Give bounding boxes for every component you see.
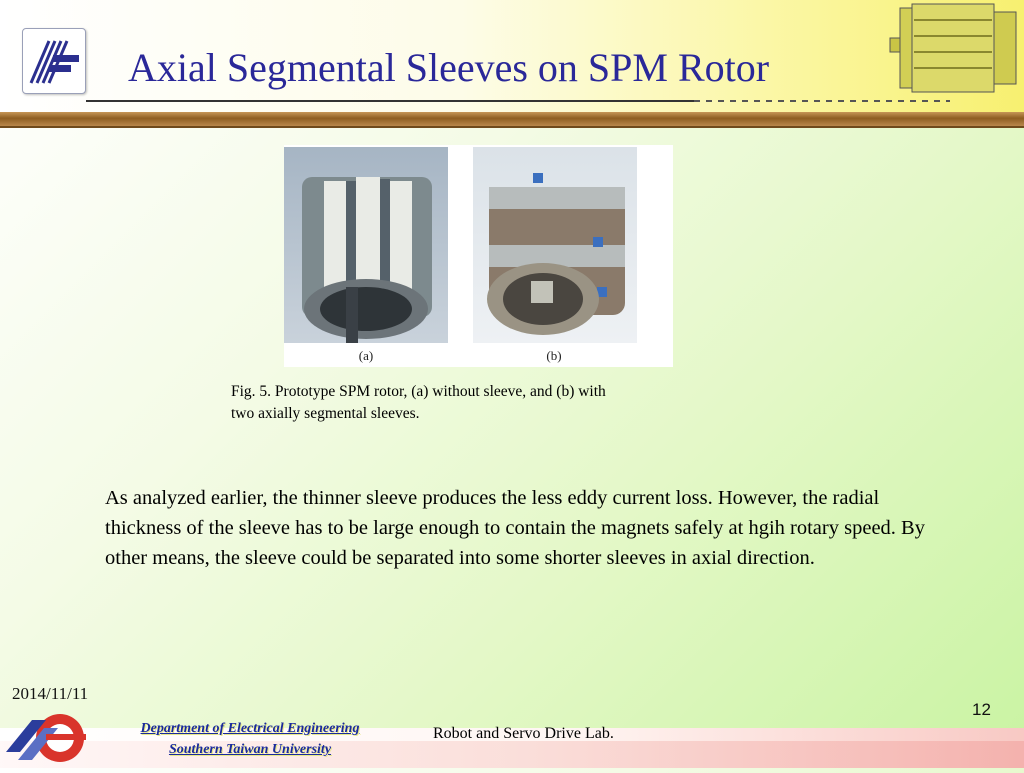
university-name: Southern Taiwan University	[168, 742, 332, 757]
header-divider-line	[0, 126, 1024, 128]
page-number: 12	[972, 700, 991, 719]
panel-a-label: (a)	[358, 348, 374, 363]
lab-name: Robot and Servo Drive Lab.	[433, 725, 614, 742]
header-divider-bar	[0, 112, 1024, 126]
rotor-figure	[284, 145, 673, 367]
rotor-photo-without-sleeve	[284, 147, 448, 343]
body-paragraph: As analyzed earlier, the thinner sleeve produces the less eddy current loss. However, the radial thickness of the sleeve has to be large enough to contain the magnets safely at hgih rotary speed. By other means, the sleeve could be separated into some shorter sleeves in axial direction.	[105, 487, 925, 569]
rotor-photo-with-sleeves	[473, 147, 637, 343]
department-logo-icon	[2, 712, 92, 768]
title-underline-dashed	[694, 100, 950, 102]
figure-caption-line-1: Fig. 5. Prototype SPM rotor, (a) without sleeve, and (b) with	[231, 383, 606, 400]
figure-caption	[231, 381, 731, 425]
slide-date: 2014/11/11	[12, 684, 89, 703]
title-underline	[86, 100, 694, 102]
page-title: Axial Segmental Sleeves on SPM Rotor	[128, 45, 770, 90]
department-name: Department of Electrical Engineering	[140, 721, 360, 736]
panel-b-label: (b)	[546, 348, 562, 363]
university-logo-icon	[22, 28, 86, 94]
motor-icon	[888, 2, 1020, 94]
figure-caption-line-2: two axially segmental sleeves.	[231, 405, 420, 422]
